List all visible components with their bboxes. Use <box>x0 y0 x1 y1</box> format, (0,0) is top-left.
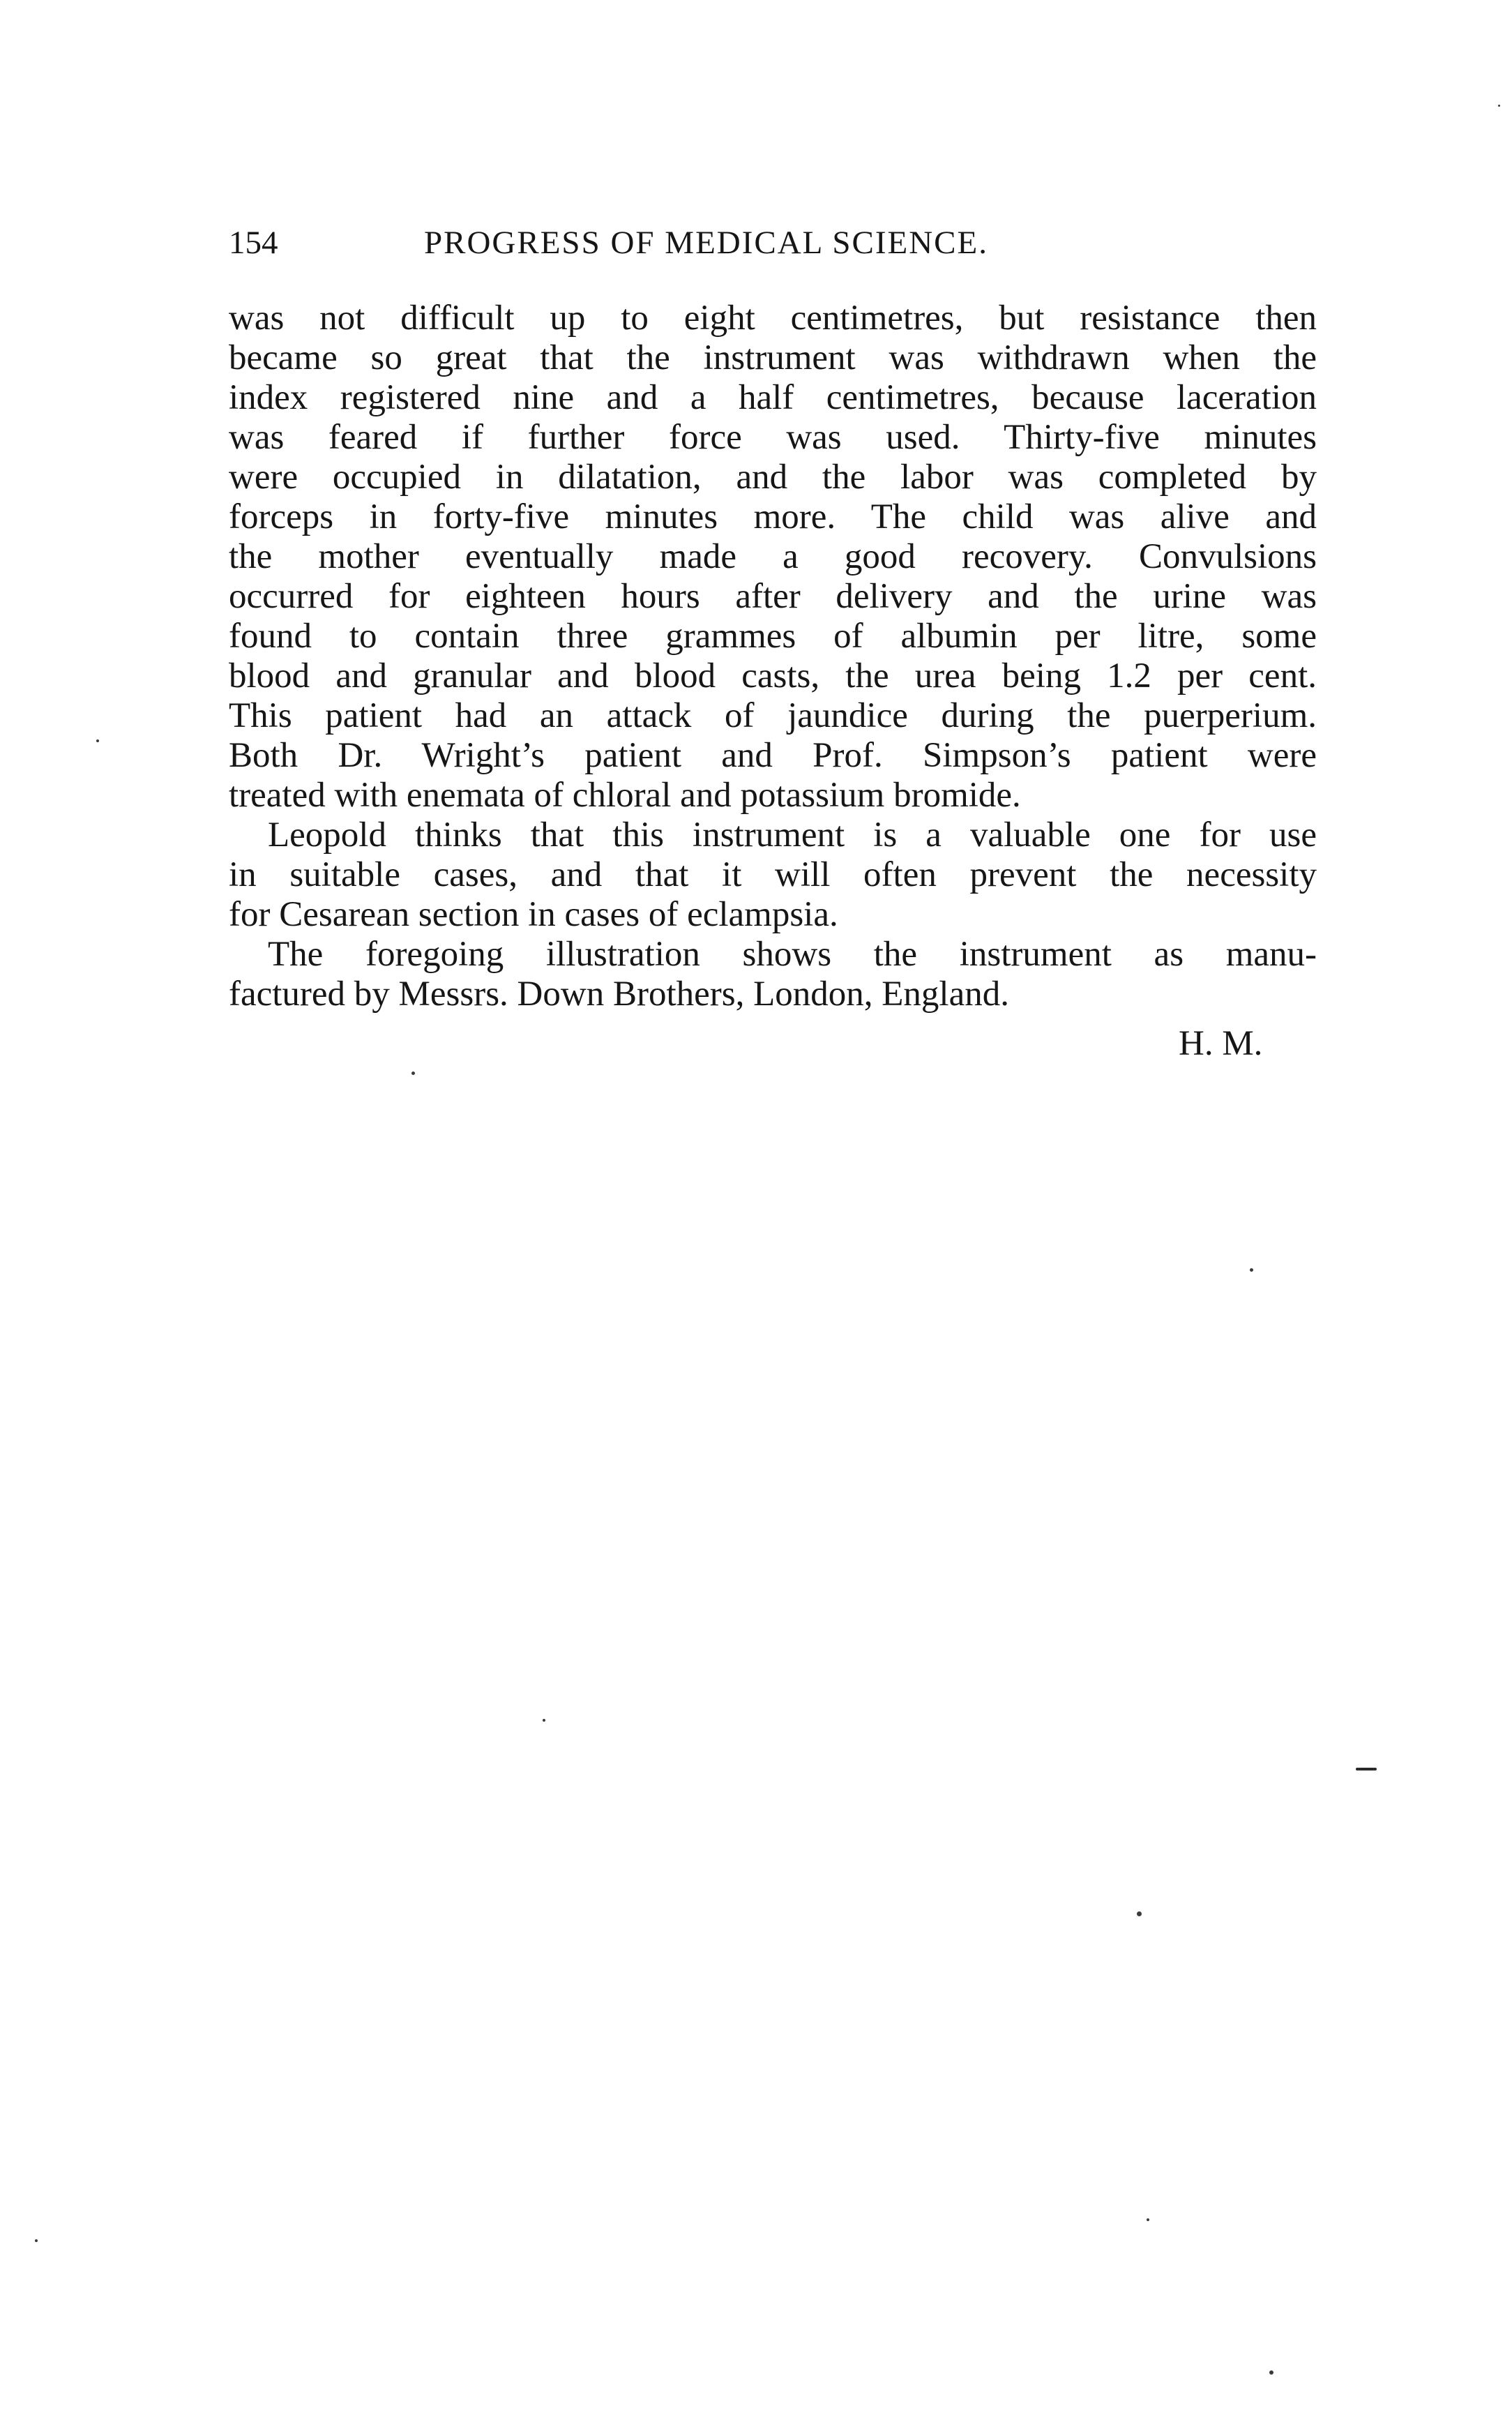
scan-speck <box>1250 1268 1253 1272</box>
text-line: Both Dr. Wright’s patient and Prof. Simpson’s patient were <box>229 736 1317 775</box>
text-line: blood and granular and blood casts, the urea being 1.2 per cent. <box>229 656 1317 696</box>
body-text <box>229 299 1317 1014</box>
scan-dash <box>1356 1768 1377 1770</box>
text-line: found to contain three grammes of albumin per litre, some <box>229 617 1317 656</box>
scan-speck <box>35 2239 38 2242</box>
text-line: in suitable cases, and that it will often prevent the necessity <box>229 855 1317 894</box>
text-line: index registered nine and a half centimetres, because laceration <box>229 378 1317 417</box>
text-line: became so great that the instrument was withdrawn when the <box>229 338 1317 377</box>
text-line: were occupied in dilatation, and the labor was completed by <box>229 458 1317 497</box>
text-line: This patient had an attack of jaundice during the puerperium. <box>229 696 1317 735</box>
text-line: treated with enemata of chloral and potassium bromide. <box>229 776 1021 815</box>
text-line: Leopold thinks that this instrument is a valuable one for use <box>268 815 1317 855</box>
text-line: occurred for eighteen hours after delivery and the urine was <box>229 577 1317 616</box>
scan-speck <box>543 1719 545 1722</box>
text-line: for Cesarean section in cases of eclampsia. <box>229 895 838 934</box>
text-line: was not difficult up to eight centimetres, but resistance then <box>229 299 1317 338</box>
scan-speck <box>1137 1911 1142 1916</box>
scan-speck <box>411 1072 415 1075</box>
author-initials: H. M. <box>1179 1024 1263 1063</box>
scan-speck <box>1498 105 1500 107</box>
text-line: forceps in forty-five minutes more. The child was alive and <box>229 497 1317 536</box>
running-head <box>229 222 1123 264</box>
scan-speck <box>1269 2370 1273 2375</box>
scan-speck <box>96 739 99 742</box>
paragraph-eclampsia-case <box>229 299 1317 815</box>
text-line: was feared if further force was used. Thirty-five minutes <box>229 418 1317 457</box>
scan-speck <box>1147 2218 1149 2221</box>
text-line: factured by Messrs. Down Brothers, London, England. <box>229 975 1009 1014</box>
text-line: the mother eventually made a good recovery. Convulsions <box>229 537 1317 576</box>
text-line: The foregoing illustration shows the instrument as manu- <box>268 935 1317 974</box>
paragraph-illustration-note <box>229 935 1317 1014</box>
page-number: 154 <box>229 225 278 261</box>
paragraph-leopold-opinion <box>229 815 1317 935</box>
running-title: PROGRESS OF MEDICAL SCIENCE. <box>424 225 988 261</box>
